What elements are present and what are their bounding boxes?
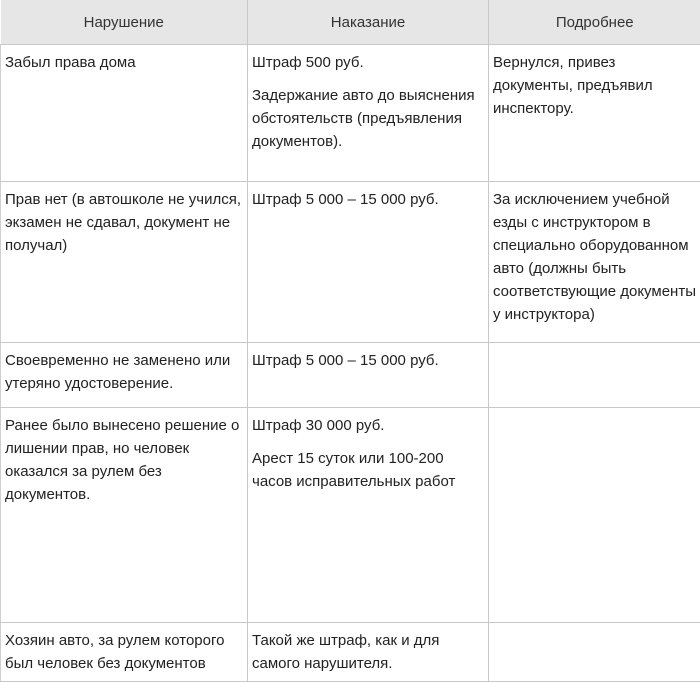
details-cell (489, 45, 700, 182)
penalty-cell (248, 45, 489, 182)
violation-cell (1, 408, 248, 623)
header-violation: Нарушение (1, 0, 248, 45)
penalty-cell (248, 623, 489, 682)
details-text: Вернулся, привез документы, предъявил инспектору. (493, 51, 696, 120)
details-cell (489, 343, 700, 408)
violation-text: Своевременно не заменено или утеряно удостоверение. (5, 349, 243, 395)
table-header-row (1, 0, 700, 45)
table-row (1, 45, 700, 182)
violation-text: Ранее было вынесено решение о лишении прав, но человек оказался за рулем без документов. (5, 414, 243, 506)
violation-text: Прав нет (в автошколе не учился, экзамен не сдавал, документ не получал) (5, 188, 243, 257)
violation-cell (1, 343, 248, 408)
details-text: За исключением учебной езды с инструктором в специально оборудованном авто (должны быть соответствующие документы у инструктора) (493, 188, 696, 326)
penalty-cell (248, 343, 489, 408)
violation-cell (1, 182, 248, 343)
penalty-text: Штраф 5 000 – 15 000 руб. (252, 349, 484, 372)
penalty-text: Такой же штраф, как и для самого нарушителя. (252, 629, 484, 675)
table-row (1, 623, 700, 682)
table-row (1, 182, 700, 343)
penalty-text: Штраф 30 000 руб. (252, 414, 484, 437)
table-row (1, 343, 700, 408)
violation-text: Хозяин авто, за рулем которого был человек без документов (5, 629, 243, 675)
penalty-cell (248, 408, 489, 623)
violation-cell (1, 623, 248, 682)
penalty-text: Штраф 500 руб. (252, 51, 484, 74)
violation-cell (1, 45, 248, 182)
violation-text: Забыл права дома (5, 51, 243, 74)
penalty-cell (248, 182, 489, 343)
penalty-text: Штраф 5 000 – 15 000 руб. (252, 188, 484, 211)
penalty-text: Задержание авто до выяснения обстоятельств (предъявления документов). (252, 84, 484, 153)
penalty-text: Арест 15 суток или 100-200 часов исправительных работ (252, 447, 484, 493)
header-details: Подробнее (489, 0, 700, 45)
details-cell (489, 408, 700, 623)
details-cell (489, 623, 700, 682)
table-row (1, 408, 700, 623)
header-penalty: Наказание (248, 0, 489, 45)
details-cell (489, 182, 700, 343)
